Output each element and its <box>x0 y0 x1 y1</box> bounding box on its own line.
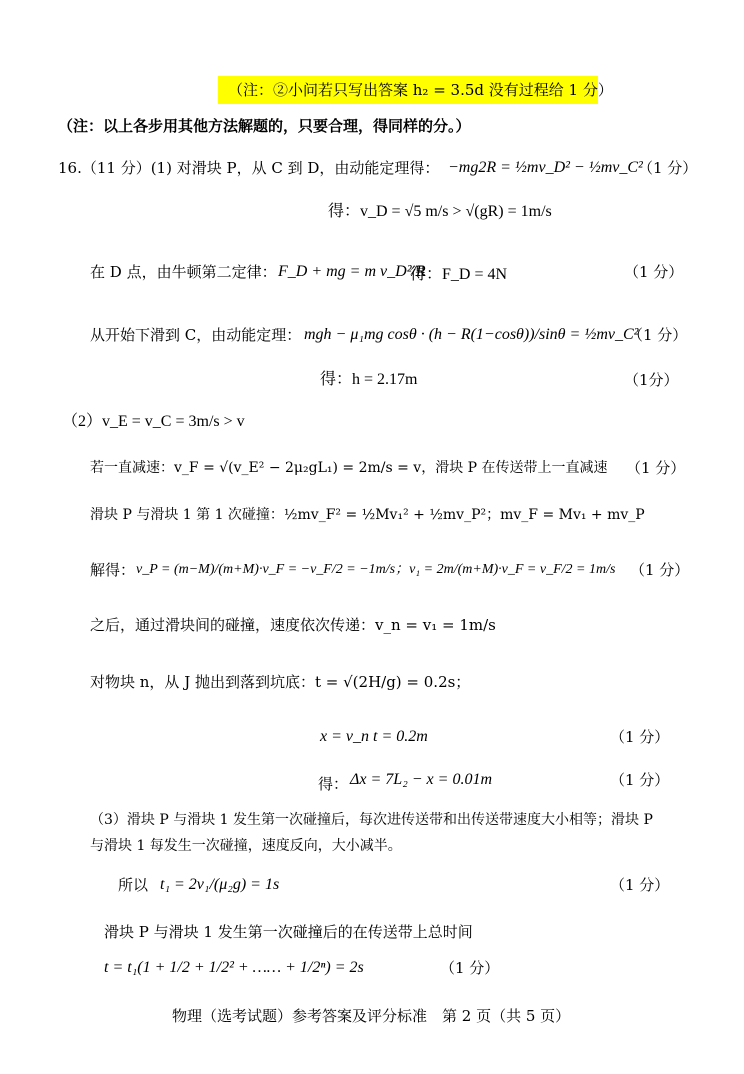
q16-res3-score: （1分） <box>624 371 679 389</box>
q16-eq1-score: （1 分） <box>638 159 698 177</box>
q16-dx-score: （1 分） <box>610 771 670 789</box>
page-footer: 物理（选考试题）参考答案及评分标准 第 2 页（共 5 页） <box>172 1007 571 1025</box>
q16-eq3: mgh − μ₁mg cosθ · (h − R(1−cosθ))/sinθ = ½mv_C² <box>304 326 639 343</box>
q16-eq2-score: （1 分） <box>624 263 684 281</box>
q16-res3: 得：h = 2.17m <box>320 371 418 388</box>
q16-x-eq: x = v_n t = 0.2m <box>320 728 428 745</box>
q16-solve: v_P = (m−M)/(m+M)·v_F = −v_F/2 = −1m/s；v₁ = 2m/(m+M)·v_F = v_F/2 = 1m/s <box>136 562 616 577</box>
q16-res2: 得：F_D = 4N <box>410 266 508 283</box>
q16-dx-label: 得： <box>318 775 349 793</box>
q16-decel-score: （1 分） <box>626 459 686 477</box>
q16-solve-label: 解得： <box>90 561 136 579</box>
q16-x-score: （1 分） <box>610 728 670 746</box>
q16-eq2: F_D + mg = m v_D²/R <box>278 263 426 280</box>
q16-from-start: 从开始下滑到 C，由动能定理： <box>90 326 302 344</box>
q16-total-eq: t = t₁(1 + 1/2 + 1/2² + …… + 1/2ⁿ) = 2s <box>104 959 364 976</box>
q16-t1-eq: t₁ = 2v₁/(μ₂g) = 1s <box>160 876 280 893</box>
q16-dx-eq: Δx = 7L₂ − x = 0.01m <box>350 771 492 788</box>
q16-t1-score: （1 分） <box>610 876 670 894</box>
q16-collide: 滑块 P 与滑块 1 第 1 次碰撞：½mv_F² = ½Mv₁² + ½mv_P²；mv_F = Mv₁ + mv_P <box>90 507 645 523</box>
q16-header: 16.（11 分）(1) 对滑块 P，从 C 到 D，由动能定理得： <box>58 159 440 177</box>
q16-eq1: −mg2R = ½mv_D² − ½mv_C² <box>448 159 643 176</box>
q16-total-text: 滑块 P 与滑块 1 发生第一次碰撞后的在传送带上总时间 <box>104 923 473 941</box>
q16-part2-head: （2）v_E = v_C = 3m/s > v <box>62 413 245 430</box>
q16-decel: 若一直减速：v_F = √(v_E² − 2μ₂gL₁) = 2m/s = v，滑块 P 在传送带上一直减速 <box>90 460 608 476</box>
q16-part3-line1: （3）滑块 P 与滑块 1 发生第一次碰撞后，每次进传送带和出传送带速度大小相等；滑块 P <box>90 812 653 828</box>
q16-res1: 得：v_D = √5 m/s > √(gR) = 1m/s <box>328 203 552 220</box>
q16-eq3-score: （1 分） <box>628 326 688 344</box>
q16-part3-line2: 与滑块 1 每发生一次碰撞，速度反向，大小减半。 <box>90 838 402 854</box>
q16-d-point: 在 D 点，由牛顿第二定律： <box>90 263 277 281</box>
note-top: （注：②小问若只写出答案 h₂ = 3.5d 没有过程给 1 分） <box>228 81 613 99</box>
q16-solve-score: （1 分） <box>630 561 690 579</box>
q16-total-score: （1 分） <box>440 959 500 977</box>
q16-block-n: 对物块 n，从 J 抛出到落到坑底：t = √(2H/g) = 0.2s； <box>90 673 471 691</box>
q16-so-label: 所以 <box>118 876 149 894</box>
note-general: （注：以上各步用其他方法解题的，只要合理，得同样的分。） <box>58 117 471 135</box>
q16-transfer: 之后，通过滑块间的碰撞，速度依次传递：v_n = v₁ = 1m/s <box>90 616 496 634</box>
